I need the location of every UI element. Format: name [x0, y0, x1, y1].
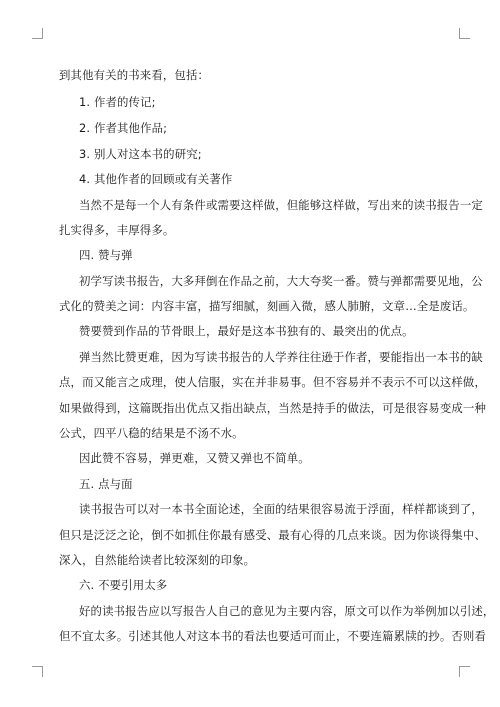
list-item: 4. 其他作者的回顾或有关著作 [79, 172, 233, 186]
text-line: 但只是泛泛之论，倒不如抓住你最有感受、最有心得的几点来谈。因为你谈得集中、 [59, 528, 487, 542]
text-line: 弹当然比赞更难，因为写读书报告的人学养往往逊于作者，要能指出一本书的缺 [79, 350, 483, 364]
text-line: 到其他有关的书来看，包括： [59, 68, 210, 82]
list-item: 1. 作者的传记; [79, 95, 156, 109]
section-heading: 四. 赞与弹 [79, 248, 133, 262]
text-line: 初学写读书报告，大多拜倒在作品之前，大大夸奖一番。赞与弹都需要见地，公 [79, 274, 483, 288]
text-line: 当然不是每一个人有条件或需要这样做，但能够这样做，写出来的读书报告一定 [79, 198, 483, 212]
text-line: 读书报告可以对一本书全面论述，全面的结果很容易流于浮面，样样都谈到了， [79, 502, 483, 516]
text-line: 好的读书报告应以写报告人自己的意见为主要内容，原文可以作为举例加以引述， [79, 604, 495, 618]
text-line: 因此赞不容易，弹更难，又赞又弹也不简单。 [79, 451, 310, 465]
list-item: 2. 作者其他作品; [79, 121, 168, 135]
section-heading: 六. 不要引用太多 [79, 578, 168, 592]
text-line: 赞要赞到作品的节骨眼上，最好是这本书独有的、最突出的优点。 [79, 324, 414, 338]
section-heading: 五. 点与面 [79, 477, 133, 491]
text-line: 式化的赞美之词：内容丰富，描写细腻，刻画入微，感人肺腑，文章…全是废话。 [59, 299, 475, 313]
text-line: 深入，自然能给读者比较深刻的印象。 [59, 553, 256, 567]
text-line: 公式，四平八稳的结果是不汤不水。 [59, 426, 244, 440]
text-line: 扎实得多，丰厚得多。 [59, 223, 175, 237]
text-line: 点，而又能言之成理，使人信服，实在并非易事。但不容易并不表示不可以这样做， [59, 375, 487, 389]
list-item: 3. 别人对这本书的研究; [79, 147, 202, 161]
text-line: 但不宜太多。引述其他人对这本书的看法也要适可而止，不要连篇累牍的抄。否则看 [59, 629, 487, 643]
text-line: 如果做得到，这篇既指出优点又指出缺点，当然是持手的做法，可是很容易变成一种 [59, 401, 487, 415]
